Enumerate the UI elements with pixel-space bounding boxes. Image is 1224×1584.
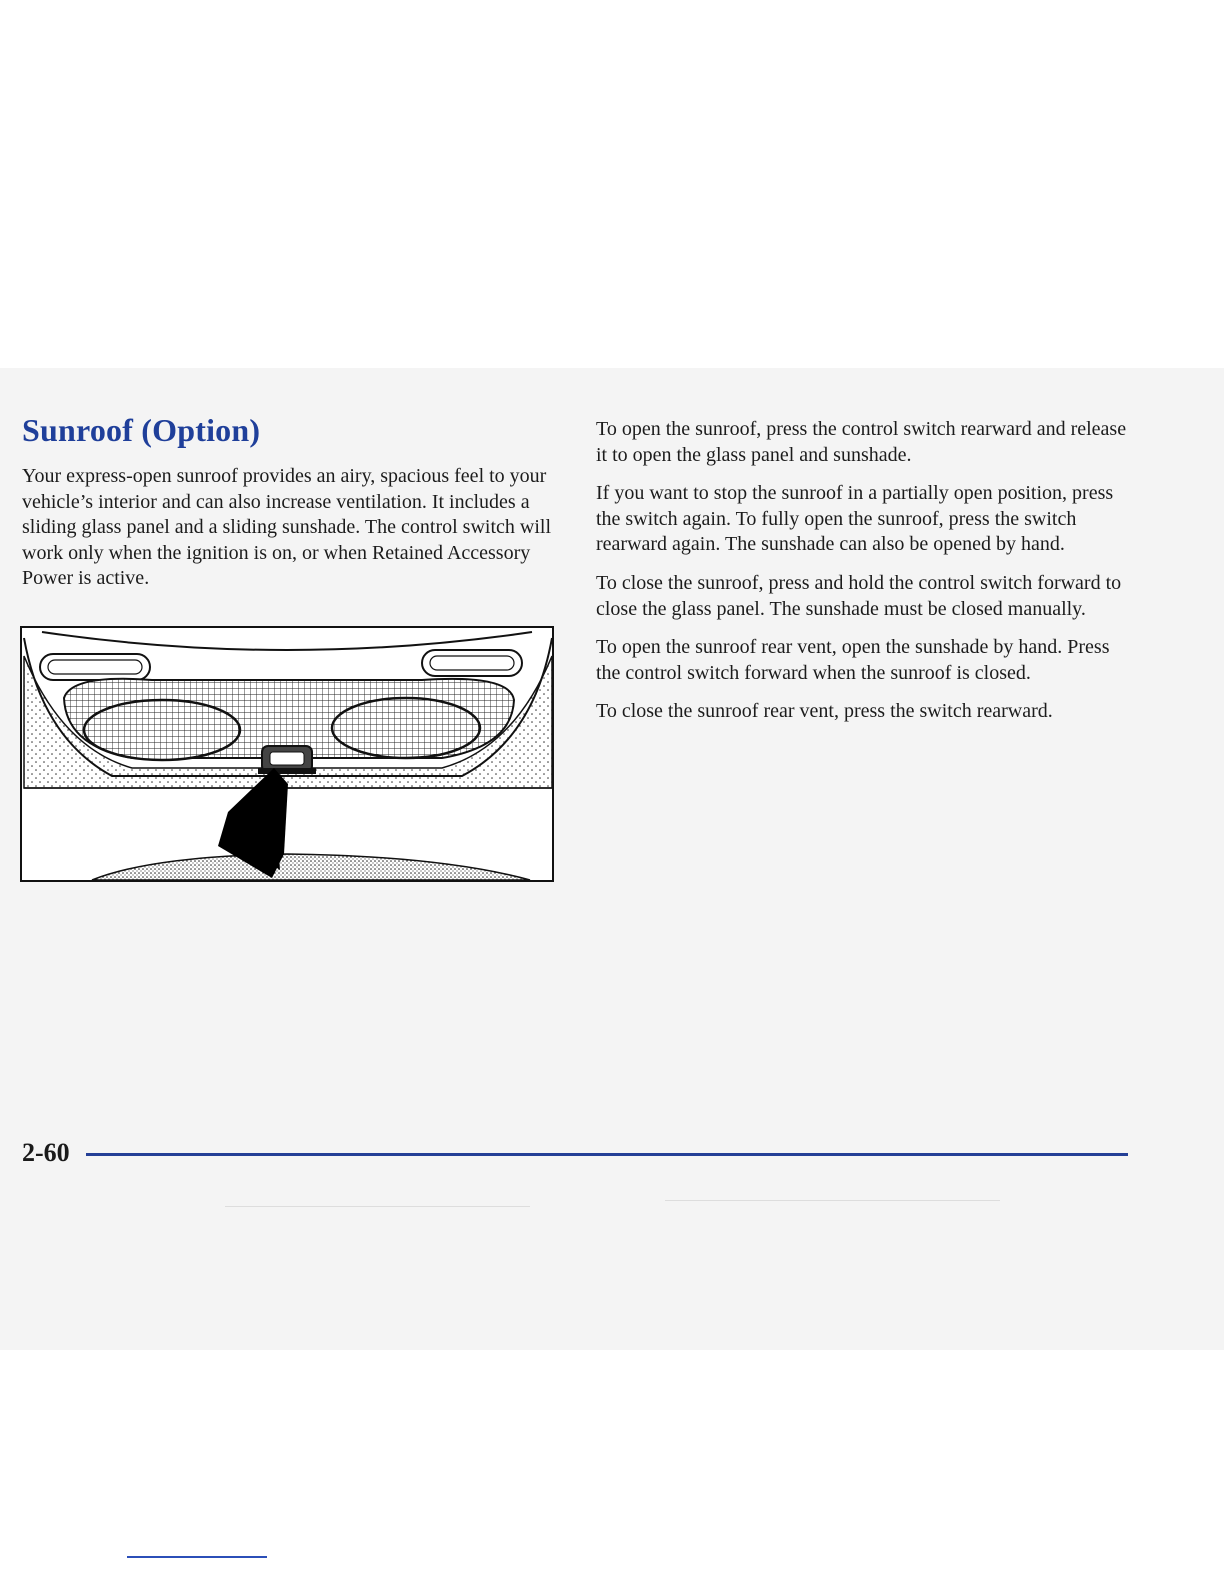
stop-sunroof-paragraph: If you want to stop the sunroof in a partially open position, press the switch again. To fully open the sunroof, press the switch rearward again. The sunshade can also be opened by hand.	[596, 482, 1114, 556]
page-number: 2-60	[22, 1138, 70, 1167]
sunroof-console-illustration	[20, 626, 554, 882]
open-rear-vent-paragraph: To open the sunroof rear vent, open the sunshade by hand. Press the control switch forward when the sunroof is closed.	[596, 636, 1110, 684]
windshield-shade	[92, 854, 530, 880]
bottom-link-underline	[127, 1556, 267, 1558]
right-column	[596, 417, 1136, 738]
left-vent	[40, 654, 150, 680]
faint-divider-right	[665, 1200, 1000, 1201]
headliner-curve	[42, 632, 532, 650]
left-lamp	[84, 700, 240, 760]
faint-divider-left	[225, 1206, 530, 1207]
close-sunroof-paragraph: To close the sunroof, press and hold the control switch forward to close the glass panel. The sunshade must be closed manually.	[596, 571, 1122, 620]
intro-paragraph: Your express-open sunroof provides an airy, spacious feel to your vehicle’s interior and can also increase ventilation. It includes a sliding glass panel and a sliding sunshade. The control switch will work only when the ignition is on, or when Retained Accessory Power is active.	[22, 465, 552, 590]
right-vent	[422, 650, 522, 676]
close-rear-vent-paragraph: To close the sunroof rear vent, press the switch rearward.	[596, 700, 1053, 723]
left-column	[22, 464, 552, 605]
footer-rule	[86, 1153, 1128, 1156]
open-sunroof-paragraph: To open the sunroof, press the control switch rearward and release it to open the glass panel and sunshade.	[596, 418, 1127, 466]
section-title: Sunroof (Option)	[22, 412, 261, 448]
right-lamp	[332, 698, 480, 758]
